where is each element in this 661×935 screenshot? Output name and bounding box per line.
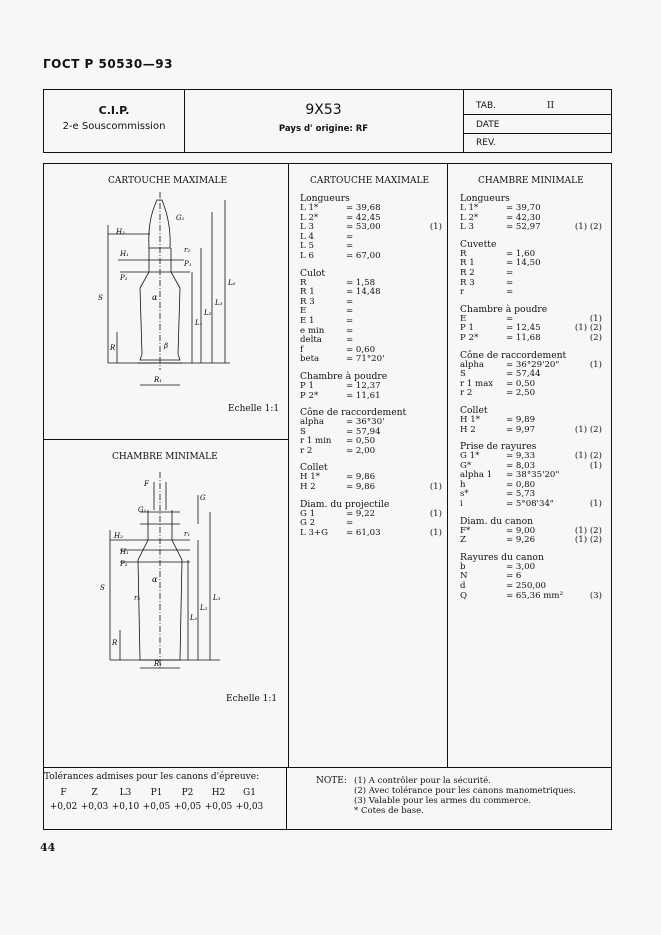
section-title: Chambre à poudre — [300, 370, 388, 382]
section-title: Rayures du canon — [460, 551, 544, 563]
param-value: = 9,00 — [506, 525, 536, 536]
param-name: f — [300, 344, 304, 355]
section-title: Diam. du canon — [460, 515, 534, 527]
param-name: H 1* — [460, 414, 480, 425]
param-value: = 39,70 — [506, 203, 541, 213]
section-title: Chambre à poudre — [460, 303, 548, 315]
param-row — [300, 252, 442, 262]
param-value: = 11,68 — [506, 332, 541, 343]
param-row — [460, 259, 602, 269]
param-value: = 67,00 — [346, 250, 381, 261]
param-note: (1) — [429, 222, 442, 233]
param-name: b — [460, 561, 466, 572]
param-name: R 1 — [460, 258, 475, 269]
param-note: (1) (2) — [574, 451, 602, 462]
svg-text:r₁: r₁ — [184, 530, 191, 538]
svg-text:S: S — [98, 294, 103, 302]
tolerance-value: +0,10 — [111, 802, 140, 812]
param-name: F* — [460, 525, 471, 536]
tolerance-header: P1 — [150, 788, 163, 798]
param-row — [300, 223, 442, 233]
param-value: = 71°20' — [346, 354, 385, 365]
param-name: P 2* — [300, 390, 319, 401]
param-note: (1) — [589, 499, 602, 510]
param-name: L 1* — [460, 203, 479, 213]
param-value: = — [506, 277, 514, 288]
param-name: L 5 — [300, 241, 314, 252]
param-value: = 3,00 — [506, 561, 536, 572]
svg-text:G: G — [200, 494, 206, 502]
param-name: H 2 — [460, 424, 476, 435]
drawing-row-divider — [44, 439, 288, 440]
param-value: = 2,50 — [506, 388, 536, 399]
param-note: (1) — [429, 527, 442, 538]
param-value: = 0,80 — [506, 479, 536, 490]
param-value: = 6 — [506, 571, 522, 582]
svg-text:G₁: G₁ — [176, 214, 185, 222]
param-name: L 3 — [300, 222, 314, 233]
param-row — [300, 355, 442, 365]
svg-text:R: R — [110, 344, 116, 352]
param-value: = 250,00 — [506, 581, 547, 592]
param-value: = 57,44 — [506, 369, 541, 380]
param-value: = 61,03 — [346, 527, 381, 538]
title-divider-1 — [184, 90, 185, 152]
param-value: = — [346, 241, 354, 252]
param-value: = 1,60 — [506, 248, 536, 259]
tolerance-value: +0,03 — [235, 802, 264, 812]
svg-text:R₁: R₁ — [154, 376, 163, 384]
param-note: (1) — [589, 460, 602, 471]
param-value: = 42,30 — [506, 212, 541, 223]
svg-text:F: F — [144, 480, 149, 488]
param-value: = 65,36 mm² — [506, 590, 564, 601]
param-note: (3) — [589, 590, 602, 601]
section-title: Longueurs — [300, 193, 350, 204]
param-value: = 0,50 — [346, 436, 376, 447]
param-name: E — [300, 306, 307, 317]
param-name: P 2* — [460, 332, 479, 343]
param-name: E 1 — [300, 315, 315, 326]
title-divider-2 — [463, 90, 464, 152]
param-name: R — [300, 277, 307, 288]
param-name: L 3+G — [300, 527, 328, 538]
svg-text:P₂: P₂ — [120, 560, 128, 568]
param-row — [300, 529, 442, 539]
tolerance-header: G1 — [243, 788, 256, 798]
svg-text:α: α — [152, 293, 158, 302]
param-name: L 6 — [300, 250, 314, 261]
param-value: = 36°30' — [346, 417, 385, 428]
param-name: beta — [300, 354, 320, 365]
tolerance-header: Z — [91, 788, 98, 798]
param-value: = — [346, 306, 354, 317]
param-value: = — [346, 518, 354, 529]
param-value: = 14,48 — [346, 287, 381, 298]
param-value: = 53,00 — [346, 222, 381, 233]
svg-text:G₁: G₁ — [138, 506, 147, 514]
section-title: Collet — [460, 404, 488, 416]
param-value: = — [346, 335, 354, 346]
param-note: (1) (2) — [574, 424, 602, 435]
param-name: alpha 1 — [460, 470, 493, 481]
param-row — [460, 389, 602, 399]
svg-text:H₁: H₁ — [120, 250, 129, 258]
top-drawing-title: CARTOUCHE MAXIMALE — [108, 176, 228, 186]
param-name: L 3 — [460, 222, 474, 233]
param-value: = 2,00 — [346, 445, 376, 456]
caliber: 9X53 — [305, 102, 342, 118]
chamber-drawing — [80, 470, 250, 685]
param-name: G 1 — [300, 508, 316, 519]
section-title: Cône de raccordement — [460, 349, 567, 361]
param-value: = — [346, 231, 354, 242]
bottom-drawing-title: CHAMBRE MINIMALE — [112, 452, 218, 462]
param-row — [460, 223, 602, 233]
section-title: Diam. du projectile — [300, 498, 390, 510]
param-row — [460, 536, 602, 546]
bottom-drawing-scale: Echelle 1:1 — [226, 694, 278, 704]
notes-divider — [286, 767, 287, 829]
svg-text:P₁: P₁ — [184, 260, 192, 268]
param-value: = 36°29'20" — [506, 359, 560, 370]
param-note: (1) (2) — [574, 323, 602, 334]
param-value: = 9,86 — [346, 482, 376, 493]
param-value: = — [346, 315, 354, 326]
param-row — [460, 563, 602, 573]
param-row — [460, 288, 602, 298]
param-name: r — [460, 287, 465, 298]
param-name: R 2 — [460, 267, 475, 278]
param-name: r 2 — [460, 388, 473, 399]
svg-text:R₁: R₁ — [154, 660, 163, 668]
param-name: P 1 — [460, 323, 474, 334]
svg-text:R: R — [112, 639, 118, 647]
param-value: = 38°35'20" — [506, 470, 560, 481]
section-title: Prise de rayures — [460, 441, 537, 453]
param-name: r 1 max — [460, 378, 494, 389]
param-name: L 2* — [300, 212, 319, 223]
param-value: = 12,45 — [506, 323, 541, 334]
param-row — [460, 500, 602, 510]
svg-text:P₂: P₂ — [120, 274, 128, 282]
param-value: = 12,37 — [346, 380, 381, 391]
param-name: R 3 — [460, 277, 475, 288]
svg-text:r₂: r₂ — [184, 246, 191, 254]
param-name: P 1 — [300, 380, 314, 391]
param-value: = 14,50 — [506, 258, 541, 269]
page-number: 44 — [40, 841, 56, 854]
param-name: N — [460, 571, 468, 582]
svg-text:L₃: L₃ — [213, 594, 221, 602]
origin: Pays d' origine: RF — [278, 124, 369, 134]
param-value: = 0,60 — [346, 344, 376, 355]
section-title: Culot — [300, 267, 326, 279]
param-note: (1) (2) — [574, 222, 602, 233]
param-name: L 1* — [300, 203, 319, 213]
param-value: = 5,73 — [506, 489, 536, 500]
bullet-outline — [149, 200, 170, 248]
param-name: Z — [460, 535, 466, 546]
svg-text:L₁: L₁ — [195, 319, 203, 327]
param-note: (1) — [589, 313, 602, 324]
param-value: = 9,97 — [506, 424, 536, 435]
param-row — [300, 288, 442, 298]
tab-value: II — [547, 101, 555, 111]
param-value: = 9,26 — [506, 535, 536, 546]
date-label: DATE — [476, 120, 500, 130]
param-name: h — [460, 479, 466, 490]
param-name: H 1* — [300, 472, 320, 483]
svg-text:H₁: H₁ — [120, 548, 129, 556]
svg-text:β: β — [164, 342, 169, 350]
param-row — [300, 392, 442, 402]
org-name: C.I.P. — [98, 104, 130, 117]
cartouche-title: CARTOUCHE MAXIMALE — [310, 176, 430, 186]
title-block — [43, 89, 612, 153]
subcommission: 2-e Souscommission — [62, 121, 166, 132]
svg-text:L₂: L₂ — [204, 309, 212, 317]
svg-text:L₃: L₃ — [215, 299, 223, 307]
param-value: = 0,50 — [506, 378, 536, 389]
param-value: = — [506, 313, 514, 324]
tolerance-value: +0,05 — [204, 802, 233, 812]
param-value: = 1,58 — [346, 277, 376, 288]
param-value: = 9,86 — [346, 472, 376, 483]
param-row — [460, 279, 602, 289]
param-name: delta — [300, 335, 322, 346]
param-row — [460, 334, 602, 344]
tolerance-header: F — [60, 788, 67, 798]
section-title: Collet — [300, 462, 328, 474]
standard-header: ГОСТ Р 50530—93 — [43, 57, 173, 71]
tab-underline — [464, 114, 611, 115]
param-row — [300, 510, 442, 520]
param-name: s* — [460, 489, 469, 500]
tolerance-value: +0,02 — [49, 802, 78, 812]
tolerance-header: P2 — [181, 788, 194, 798]
param-row — [300, 447, 442, 457]
notes-block — [316, 776, 606, 816]
param-value: = 39,68 — [346, 203, 381, 213]
svg-text:S: S — [100, 584, 105, 592]
note-item: * Cotes de base. — [354, 806, 424, 816]
cartouche-column — [300, 176, 442, 538]
tolerance-header: H2 — [211, 788, 226, 798]
tab-label: TAB. — [476, 101, 496, 111]
param-note: (1) — [429, 508, 442, 519]
notes-label: NOTE: — [316, 776, 347, 786]
param-name: Q — [460, 590, 468, 601]
date-underline — [464, 133, 611, 134]
param-row — [460, 426, 602, 436]
section-title: Cuvette — [460, 238, 497, 250]
bottom-row-divider — [44, 767, 611, 768]
param-name: e min — [300, 325, 325, 336]
section-title: Longueurs — [460, 193, 510, 204]
param-value: = 57,94 — [346, 426, 381, 437]
svg-text:α: α — [152, 575, 158, 584]
param-value: = 9,22 — [346, 508, 376, 519]
param-note: (2) — [589, 332, 602, 343]
param-name: i — [460, 499, 463, 510]
data-col-divider — [447, 164, 448, 767]
param-name: R 3 — [300, 296, 315, 307]
param-row — [460, 592, 602, 602]
param-row — [300, 483, 442, 493]
param-name: alpha — [300, 417, 325, 428]
param-name: H 2 — [300, 482, 316, 493]
tolerance-value: +0,03 — [80, 802, 109, 812]
cartridge-drawing — [80, 190, 250, 400]
param-name: d — [460, 581, 466, 592]
tolerances-block — [44, 772, 284, 812]
drawing-col-divider — [288, 164, 289, 767]
tolerance-header: L3 — [119, 788, 132, 798]
param-name: G 2 — [300, 518, 316, 529]
note-item: (2) Avec tolérance pour les canons manometriques. — [354, 786, 576, 796]
param-row — [300, 298, 442, 308]
param-row — [300, 307, 442, 317]
param-name: G 1* — [460, 451, 480, 462]
chambre-title: CHAMBRE MINIMALE — [478, 176, 584, 186]
param-name: r 1 min — [300, 436, 332, 447]
tolerance-value: +0,05 — [173, 802, 202, 812]
svg-text:r₂: r₂ — [134, 594, 141, 602]
param-value: = 42,45 — [346, 212, 381, 223]
param-name: S — [460, 369, 466, 380]
param-name: alpha — [460, 359, 485, 370]
param-name: R — [460, 248, 467, 259]
svg-text:L₆: L₆ — [228, 279, 236, 287]
tolerance-value: +0,05 — [142, 802, 171, 812]
param-note: (1) — [429, 482, 442, 493]
param-value: = 52,97 — [506, 222, 541, 233]
param-value: = 8,03 — [506, 460, 536, 471]
svg-text:L₂: L₂ — [200, 604, 208, 612]
param-value: = 11,61 — [346, 390, 381, 401]
tolerances-title: Tolérances admises pour les canons d'épreuve: — [44, 772, 260, 782]
rev-label: REV. — [476, 138, 496, 148]
param-row — [460, 269, 602, 279]
param-value: = — [506, 267, 514, 278]
param-name: E — [460, 313, 467, 324]
param-value: = 5°08'34" — [506, 499, 554, 510]
param-value: = — [346, 296, 354, 307]
chambre-column — [460, 176, 602, 601]
param-name: r 2 — [300, 445, 313, 456]
section-title: Cône de raccordement — [300, 407, 407, 419]
param-name: L 4 — [300, 231, 314, 242]
param-value: = — [346, 325, 354, 336]
param-note: (1) — [589, 359, 602, 370]
param-name: G* — [460, 460, 472, 471]
svg-text:H₂: H₂ — [114, 532, 123, 540]
param-name: R 1 — [300, 287, 315, 298]
svg-text:H₂: H₂ — [116, 228, 125, 236]
param-value: = — [506, 287, 514, 298]
note-item: (3) Valable pour les armes du commerce. — [354, 796, 531, 806]
param-value: = 9,33 — [506, 451, 536, 462]
param-note: (1) (2) — [574, 535, 602, 546]
top-drawing-scale: Echelle 1:1 — [228, 404, 280, 414]
param-row — [300, 233, 442, 243]
param-name: L 2* — [460, 212, 479, 223]
param-note: (1) (2) — [574, 525, 602, 536]
note-item: (1) A contrôler pour la sécurité. — [354, 776, 491, 786]
svg-text:L₁: L₁ — [190, 614, 198, 622]
param-value: = 9,89 — [506, 414, 536, 425]
param-name: S — [300, 426, 306, 437]
